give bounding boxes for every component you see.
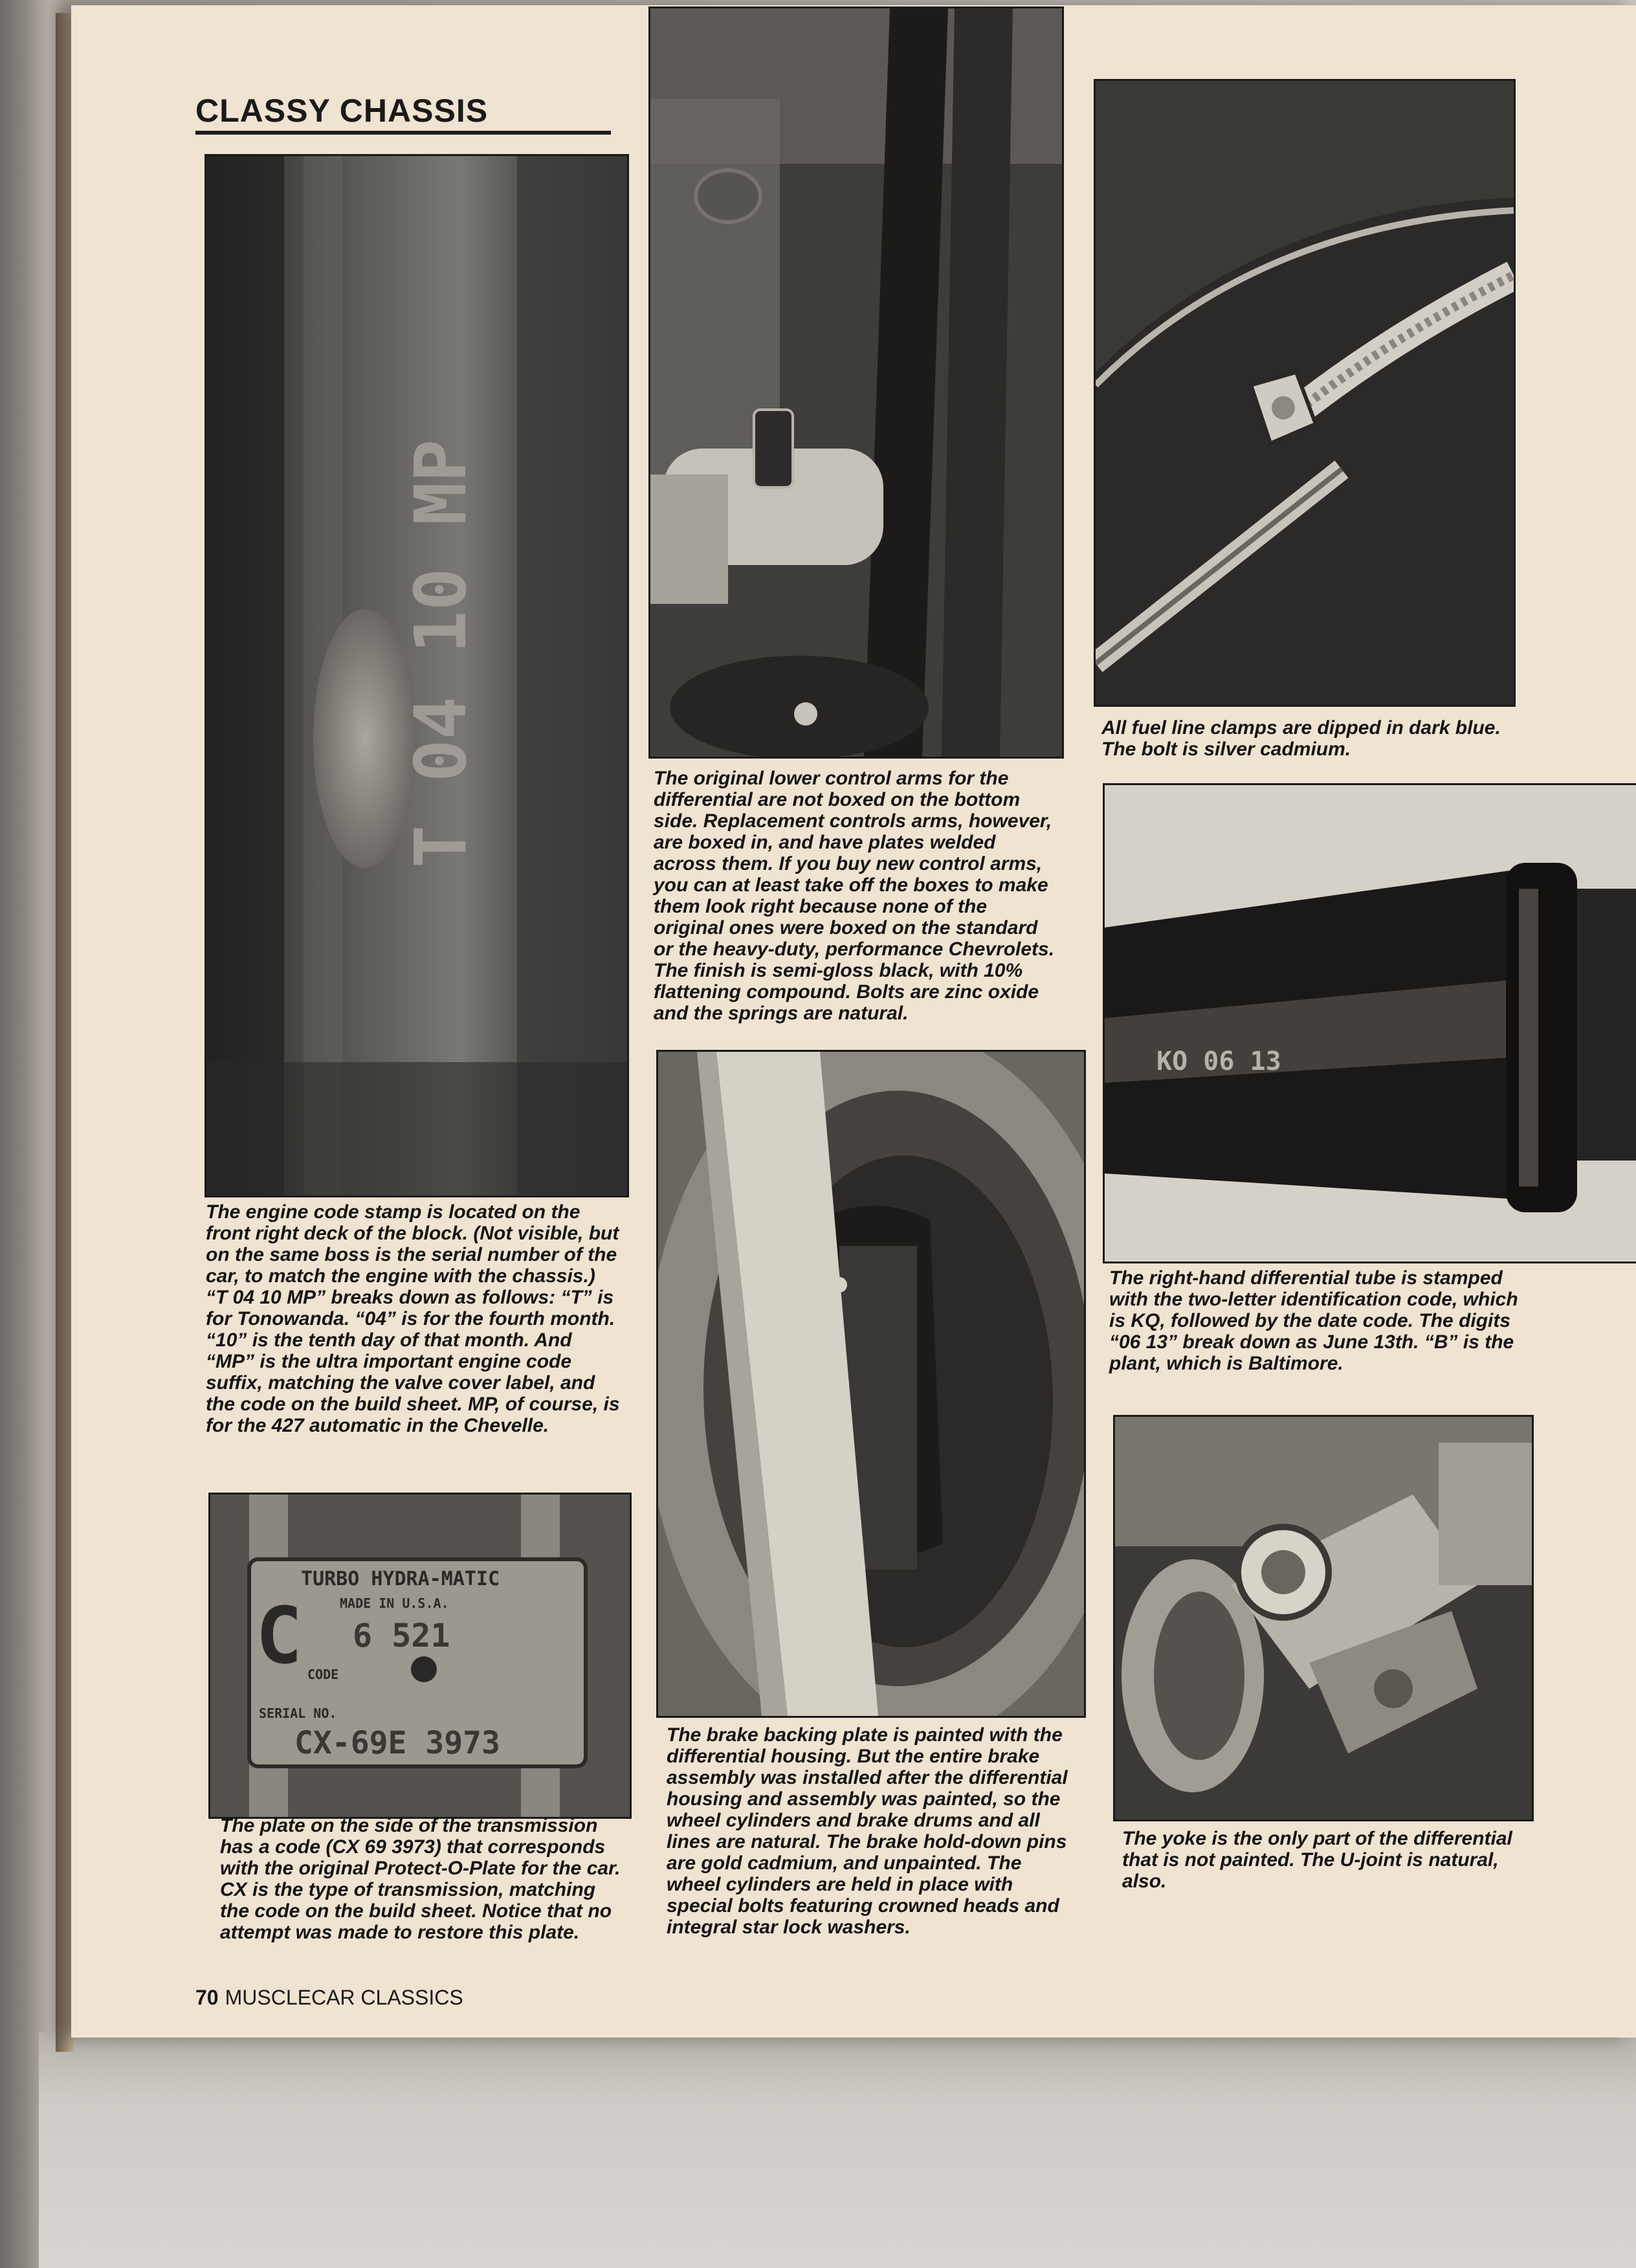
transmission-plate-caption: The plate on the side of the transmission has a code (CX 69 3973) that corresponds with the original Protect-O-Plate for the car. CX is the type of transmission, matching the code on the build sheet. Notice that no attempt was made to restore this plate.: [220, 1815, 621, 1943]
brake-plate-photo: [656, 1050, 1086, 1718]
section-header: [195, 89, 611, 135]
plate-letter: C: [256, 1592, 303, 1682]
page-number: 70: [195, 1986, 219, 2009]
plate-serial-number: CX-69E 3973: [294, 1725, 500, 1761]
section-title: CLASSY CHASSIS: [195, 93, 489, 129]
engine-stamp-caption: The engine code stamp is located on the front right deck of the block. (Not visible, but on the same boss is the serial number of the car, to match the engine with the chassis.) “T 04 10 MP” breaks down as follows: “T” is for Tonowanda. “04” is for the fourth month. “10” is the tenth day of that month. And “MP” is the ultra important engine code suffix, matching the valve cover label, and the code on the build sheet. MP, of course, is for the 427 automatic in the Chevelle.: [206, 1201, 620, 1436]
page-footer: [195, 1986, 463, 2014]
engine-code-stamp: T 04 10 MP: [399, 439, 482, 868]
control-arm-caption: The original lower control arms for the differential are not boxed on the bottom side. Replacement controls arms, however, are boxed in, and have plates welded across them. If you buy new control arms, you can at least take off the boxes to make them look right because none of the original ones were boxed on the standard or the heavy-duty, performance Chevrolets. The finish is semi-gloss black, with 10% flattening compound. Bolts are zinc oxide and the springs are natural.: [654, 768, 1055, 1024]
brake-plate-caption: The brake backing plate is painted with the differential housing. But the entire brake assembly was installed after the differential housing and assembly was painted, so the wheel cylinders and brake drums and all lines are natural. The brake hold-down pins are gold cadmium, and unpainted. The wheel cylinders are held in place with special bolts featuring crowned heads and integral star lock washers.: [667, 1724, 1068, 1938]
diff-tube-photo: [1103, 783, 1636, 1263]
fuel-clamp-photo: [1094, 79, 1516, 707]
plate-model-number: 6 521: [353, 1617, 450, 1654]
diff-tube-caption: The right-hand differential tube is stamped with the two-letter identification code, which is KQ, followed by the date code. The digits “06 13” break down as June 13th. “B” is the plant, which is Baltimore.: [1109, 1267, 1518, 1374]
transmission-plate-photo: [208, 1493, 632, 1819]
diff-code-stamp: KO 06 13: [1156, 1047, 1281, 1076]
plate-code-label: CODE: [307, 1667, 339, 1682]
yoke-photo: [1113, 1415, 1534, 1821]
yoke-caption: The yoke is the only part of the differential that is not painted. The U-joint is natural, also.: [1122, 1828, 1512, 1892]
plate-made-in: MADE IN U.S.A.: [340, 1595, 449, 1611]
fuel-clamp-caption: All fuel line clamps are dipped in dark blue. The bolt is silver cadmium.: [1101, 717, 1501, 760]
scanner-bed: [39, 2032, 1636, 2268]
control-arm-photo: [648, 6, 1064, 759]
plate-serial-label: SERIAL NO.: [259, 1706, 337, 1721]
publication-name: MUSCLECAR CLASSICS: [225, 1986, 463, 2009]
plate-brand: TURBO HYDRA-MATIC: [301, 1568, 500, 1590]
engine-stamp-photo: [204, 154, 629, 1197]
